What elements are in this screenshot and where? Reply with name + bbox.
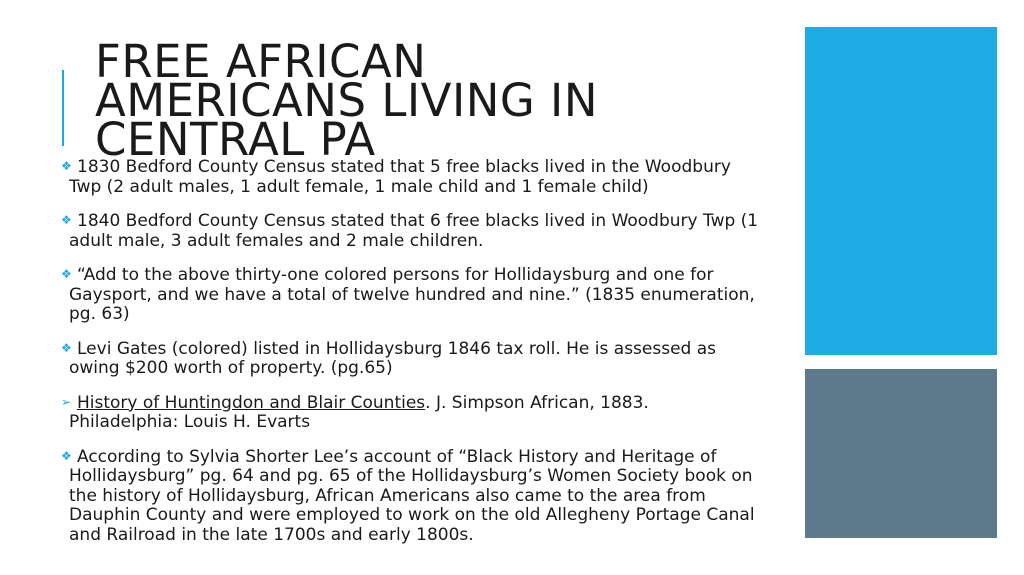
diamond-bullet-icon: ❖ xyxy=(61,340,72,355)
bullet-text-lead: . J. Simpson African, 1883. xyxy=(425,392,649,413)
bullet-text-rest: owing $200 worth of property. (pg.65) xyxy=(69,358,393,378)
bullet-text-rest: Philadelphia: Louis H. Evarts xyxy=(69,412,311,432)
bullet-item xyxy=(62,448,762,546)
bullet-text-lead: 1840 Bedford County Census stated that 6 free blacks lived in Woodbury Twp (1 xyxy=(77,211,759,231)
arrow-bullet-icon: ➢ xyxy=(61,394,72,409)
bullet-text-rest: Gaysport, and we have a total of twelve hundred and nine.” (1835 enumeration, pg. 63) xyxy=(69,284,755,324)
title-line: AMERICANS LIVING IN xyxy=(95,74,598,127)
bullet-item xyxy=(62,266,762,325)
bullet-item xyxy=(62,158,762,197)
bullet-text-lead: 1830 Bedford County Census stated that 5 free blacks lived in the Woodbury xyxy=(77,157,731,177)
title-line: CENTRAL PA xyxy=(95,113,376,166)
bullet-text-lead: According to Sylvia Shorter Lee’s account of “Black History and Heritage of xyxy=(77,446,717,467)
book-title-link[interactable]: History of Huntingdon and Blair Counties xyxy=(77,392,426,413)
diamond-bullet-icon: ❖ xyxy=(61,448,72,463)
bullet-list xyxy=(62,158,762,560)
diamond-bullet-icon: ❖ xyxy=(61,267,72,281)
bullet-text-lead: “Add to the above thirty-one colored persons for Hollidaysburg and one for xyxy=(77,265,714,285)
title-line: FREE AFRICAN xyxy=(95,35,427,88)
bullet-item xyxy=(62,340,762,379)
bullet-item xyxy=(62,212,762,251)
bullet-item xyxy=(62,394,762,433)
diamond-bullet-icon: ❖ xyxy=(61,159,72,173)
bullet-text-rest: Hollidaysburg” pg. 64 and pg. 65 of the Hollidaysburg’s Women Society book on the history of Hollidaysburg, African Americans also came to the area from Dauphin County and were employed to work on the old Allegheny Portage Canal and Railroad in the late 1700s and early 1800s. xyxy=(69,466,755,545)
diamond-bullet-icon: ❖ xyxy=(61,213,72,227)
bullet-text-rest: Twp (2 adult males, 1 adult female, 1 male child and 1 female child) xyxy=(69,176,649,197)
decorative-slate-block xyxy=(805,369,997,538)
bullet-text-lead: Levi Gates (colored) listed in Hollidaysburg 1846 tax roll. He is assessed as xyxy=(77,338,717,359)
bullet-text-rest: adult male, 3 adult females and 2 male children. xyxy=(69,230,484,251)
title-accent-line xyxy=(62,70,64,146)
decorative-blue-block xyxy=(805,27,997,355)
slide-title xyxy=(95,35,735,166)
